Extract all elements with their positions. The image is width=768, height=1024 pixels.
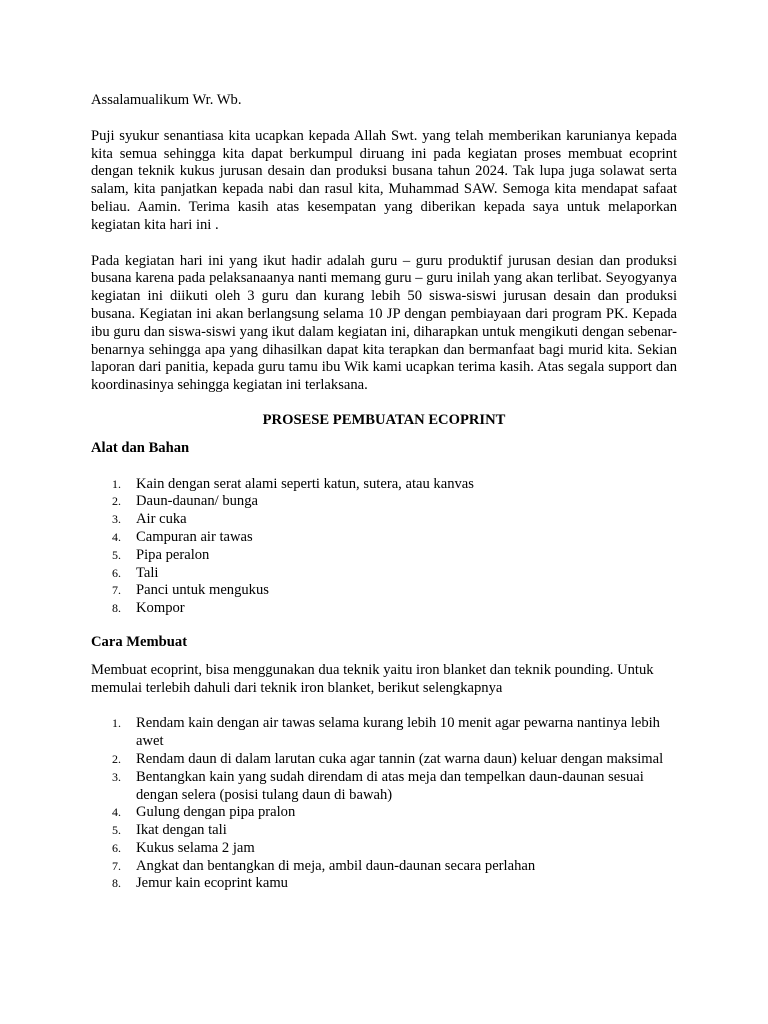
step-item (91, 751, 677, 769)
list-text: Daun-daunan/ bunga (136, 493, 258, 510)
tools-list (91, 476, 677, 618)
list-text: Tali (136, 564, 159, 581)
list-number: 8. (112, 601, 121, 616)
step-item (91, 715, 677, 751)
step-item (91, 875, 677, 893)
step-number: 1. (112, 716, 121, 731)
list-number: 6. (112, 565, 121, 580)
step-number: 7. (112, 858, 121, 873)
step-text: Jemur kain ecoprint kamu (136, 875, 288, 892)
steps-list (91, 715, 677, 893)
section-title: PROSESE PEMBUATAN ECOPRINT (262, 411, 506, 428)
list-number: 3. (112, 512, 121, 527)
list-item (91, 600, 677, 618)
list-text: Kompor (136, 600, 185, 617)
step-item (91, 858, 677, 876)
list-text: Pipa peralon (136, 546, 210, 563)
step-number: 6. (112, 840, 121, 855)
step-item (91, 769, 677, 805)
opening-paragraph: Puji syukur senantiasa kita ucapkan kepada Allah Swt. yang telah memberikan karunianya kepada kita semua sehingga kita dapat berkumpul diruang ini pada kegiatan proses membuat ecoprint dengan teknik kukus jurusan desain dan produksi busana tahun 2024. Tak lupa juga solawat serta salam, kita panjatkan kepada nabi dan rasul kita, Muhammad SAW. Semoga kita mendapat safaat beliau. Aamin. Terima kasih atas kesempatan yang diberikan kepada saya untuk melaporkan kegiatan kita hari ini . (91, 127, 677, 233)
tools-heading: Alat dan Bahan (91, 439, 190, 456)
list-item (91, 476, 677, 494)
step-item (91, 822, 677, 840)
list-item (91, 582, 677, 600)
list-text: Air cuka (136, 511, 187, 528)
list-number: 7. (112, 583, 121, 598)
method-heading: Cara Membuat (91, 633, 188, 650)
list-text: Kain dengan serat alami seperti katun, sutera, atau kanvas (136, 475, 474, 492)
list-text: Panci untuk mengukus (136, 582, 269, 599)
list-number: 1. (112, 476, 121, 491)
list-number: 5. (112, 547, 121, 562)
list-item (91, 511, 677, 529)
list-item (91, 565, 677, 583)
list-item (91, 529, 677, 547)
method-intro: Membuat ecoprint, bisa menggunakan dua teknik yaitu iron blanket dan teknik pounding. Untuk memulai terlebih dahuli dari teknik iron blanket, berikut selengkapnya (91, 661, 654, 696)
list-item (91, 493, 677, 511)
step-text: Bentangkan kain yang sudah direndam di atas meja dan tempelkan daun-daunan sesuai dengan selera (posisi tulang daun di bawah) (136, 768, 644, 803)
step-number: 5. (112, 823, 121, 838)
step-item (91, 840, 677, 858)
list-text: Campuran air tawas (136, 528, 253, 545)
greeting: Assalamualikum Wr. Wb. (91, 92, 242, 108)
step-text: Ikat dengan tali (136, 822, 227, 839)
step-number: 2. (112, 751, 121, 766)
list-number: 2. (112, 494, 121, 509)
step-item (91, 804, 677, 822)
step-text: Gulung dengan pipa pralon (136, 804, 296, 821)
step-number: 4. (112, 805, 121, 820)
step-text: Rendam daun di dalam larutan cuka agar tannin (zat warna daun) keluar dengan maksimal (136, 750, 664, 767)
step-text: Rendam kain dengan air tawas selama kurang lebih 10 menit agar pewarna nantinya lebih awet (136, 715, 660, 750)
report-paragraph: Pada kegiatan hari ini yang ikut hadir adalah guru – guru produktif jurusan desian dan produksi busana karena pada pelaksanaanya nanti memang guru – guru inilah yang akan terlibat. Seyogyanya kegiatan ini diikuti oleh 3 guru dan kurang lebih 50 siswa-siswi jurusan desain dan produksi busana. Kegiatan ini akan berlangsung selama 10 JP dengan pembiayaan dari program PK. Kepada ibu guru dan siswa-siswi yang ikut dalam kegiatan ini, diharapkan untuk mengikuti dengan sebenar-benarnya sehingga apa yang dihasilkan dapat kita terapkan dan bermanfaat bagi murid kita. Sekian laporan dari panitia, kepada guru tamu ibu Wik kami ucapkan terima kasih. Atas segala support dan koordinasinya sehingga kegiatan ini terlaksana. (91, 252, 677, 394)
step-text: Angkat dan bentangkan di meja, ambil daun-daunan secara perlahan (136, 857, 536, 874)
list-item (91, 547, 677, 565)
step-text: Kukus selama 2 jam (136, 839, 255, 856)
step-number: 3. (112, 769, 121, 784)
list-number: 4. (112, 529, 121, 544)
step-number: 8. (112, 876, 121, 891)
